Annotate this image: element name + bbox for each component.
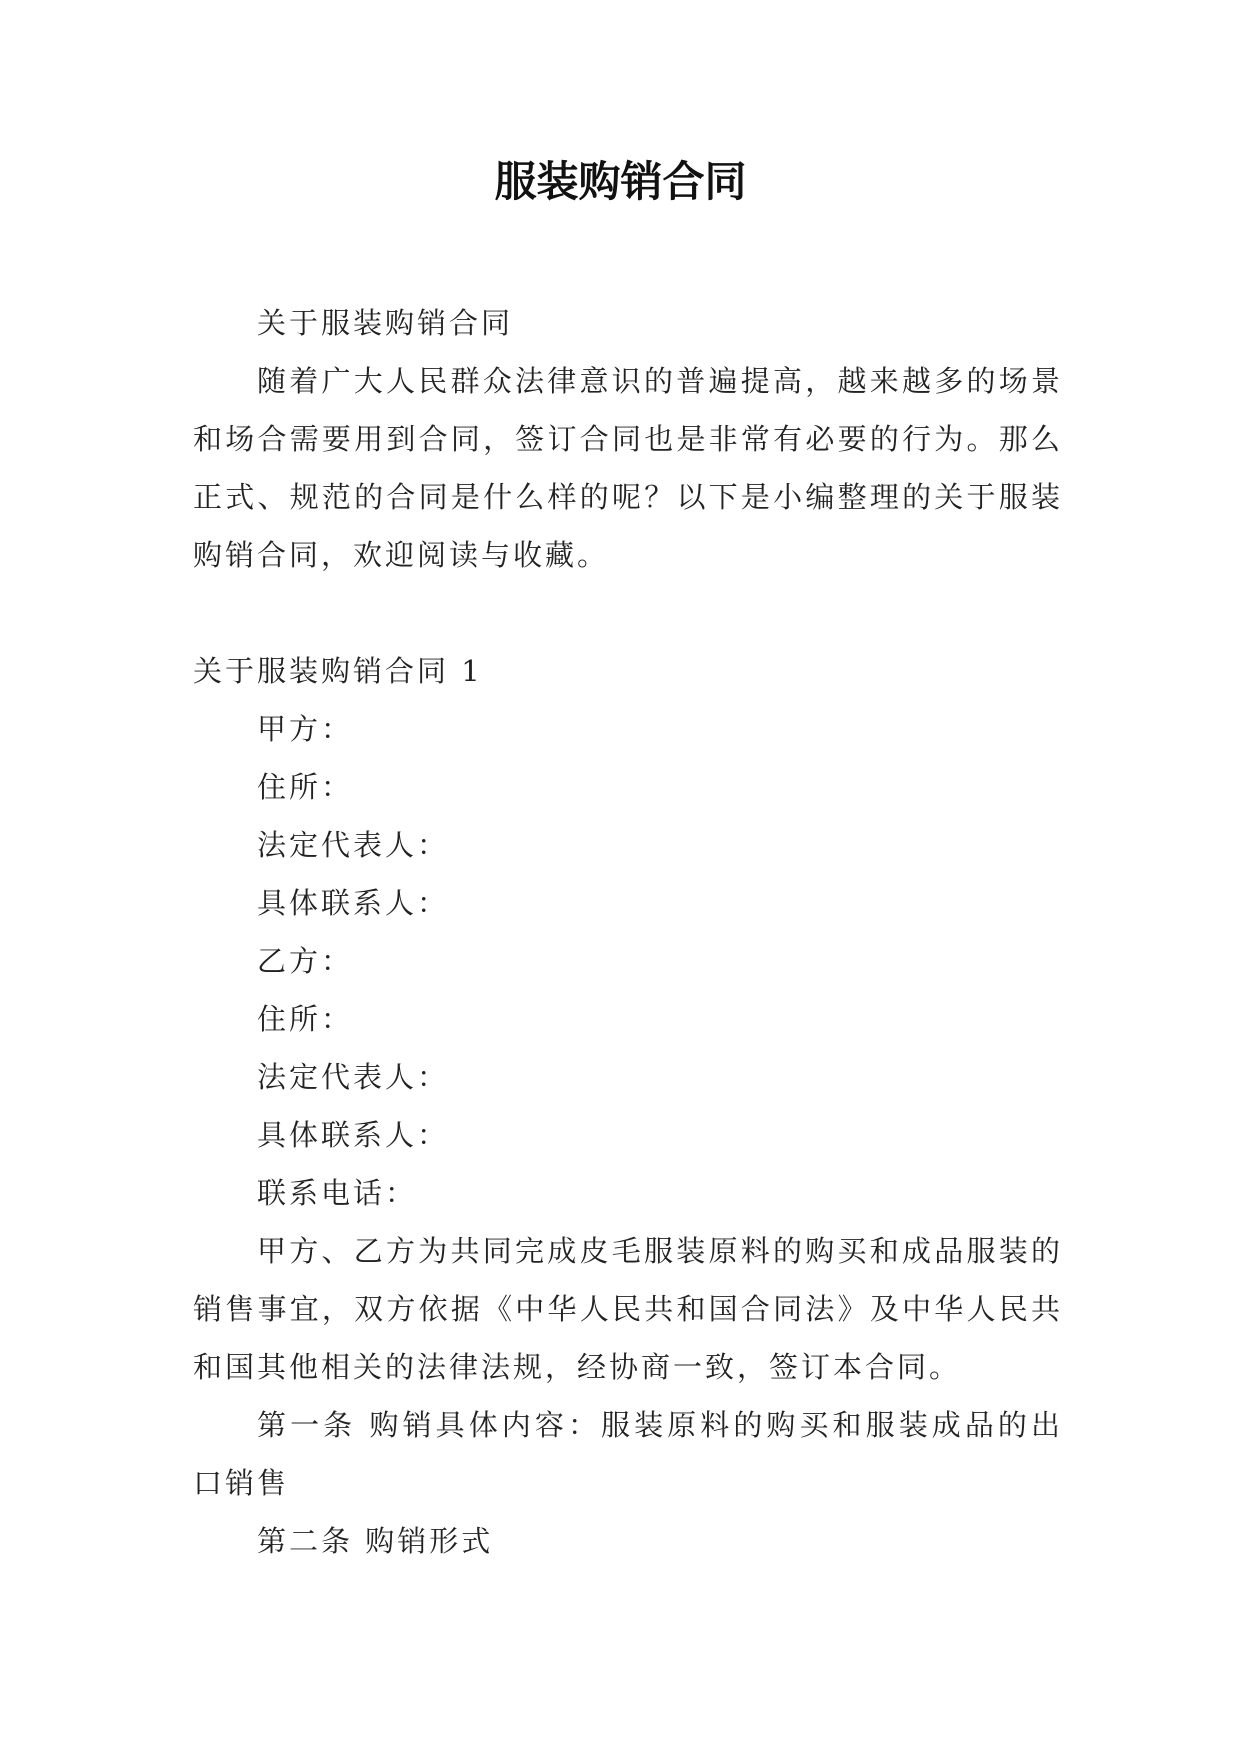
party-b-representative: 法定代表人： <box>257 1060 450 1094</box>
article-1: 第一条 购销具体内容：服装原料的购买和服装成品的出口销售 <box>193 1408 1063 1500</box>
intro-paragraph: 随着广大人民群众法律意识的普遍提高，越来越多的场景和场合需要用到合同，签订合同也是非常有必要的行为。那么正式、规范的合同是什么样的呢？以下是小编整理的关于服装购销合同，欢迎阅读与收藏。 <box>193 364 1063 572</box>
party-b-contact: 具体联系人： <box>257 1118 450 1152</box>
document-title: 服装购销合同 <box>494 157 747 206</box>
party-b-address: 住所： <box>257 1002 354 1036</box>
section-heading: 关于服装购销合同 1 <box>193 654 483 688</box>
party-a-contact: 具体联系人： <box>257 886 450 920</box>
party-a-label: 甲方： <box>257 712 354 746</box>
party-b-label: 乙方： <box>257 944 354 978</box>
intro-heading: 关于服装购销合同 <box>257 306 514 340</box>
preamble-paragraph: 甲方、乙方为共同完成皮毛服装原料的购买和成品服装的销售事宜，双方依据《中华人民共和国合同法》及中华人民共和国其他相关的法律法规，经协商一致，签订本合同。 <box>193 1234 1063 1384</box>
article-2: 第二条 购销形式 <box>257 1524 494 1558</box>
spacer <box>193 584 1063 642</box>
party-a-representative: 法定代表人： <box>257 828 450 862</box>
phone-label: 联系电话： <box>257 1176 418 1210</box>
document-body <box>193 294 1063 1570</box>
party-a-address: 住所： <box>257 770 354 804</box>
